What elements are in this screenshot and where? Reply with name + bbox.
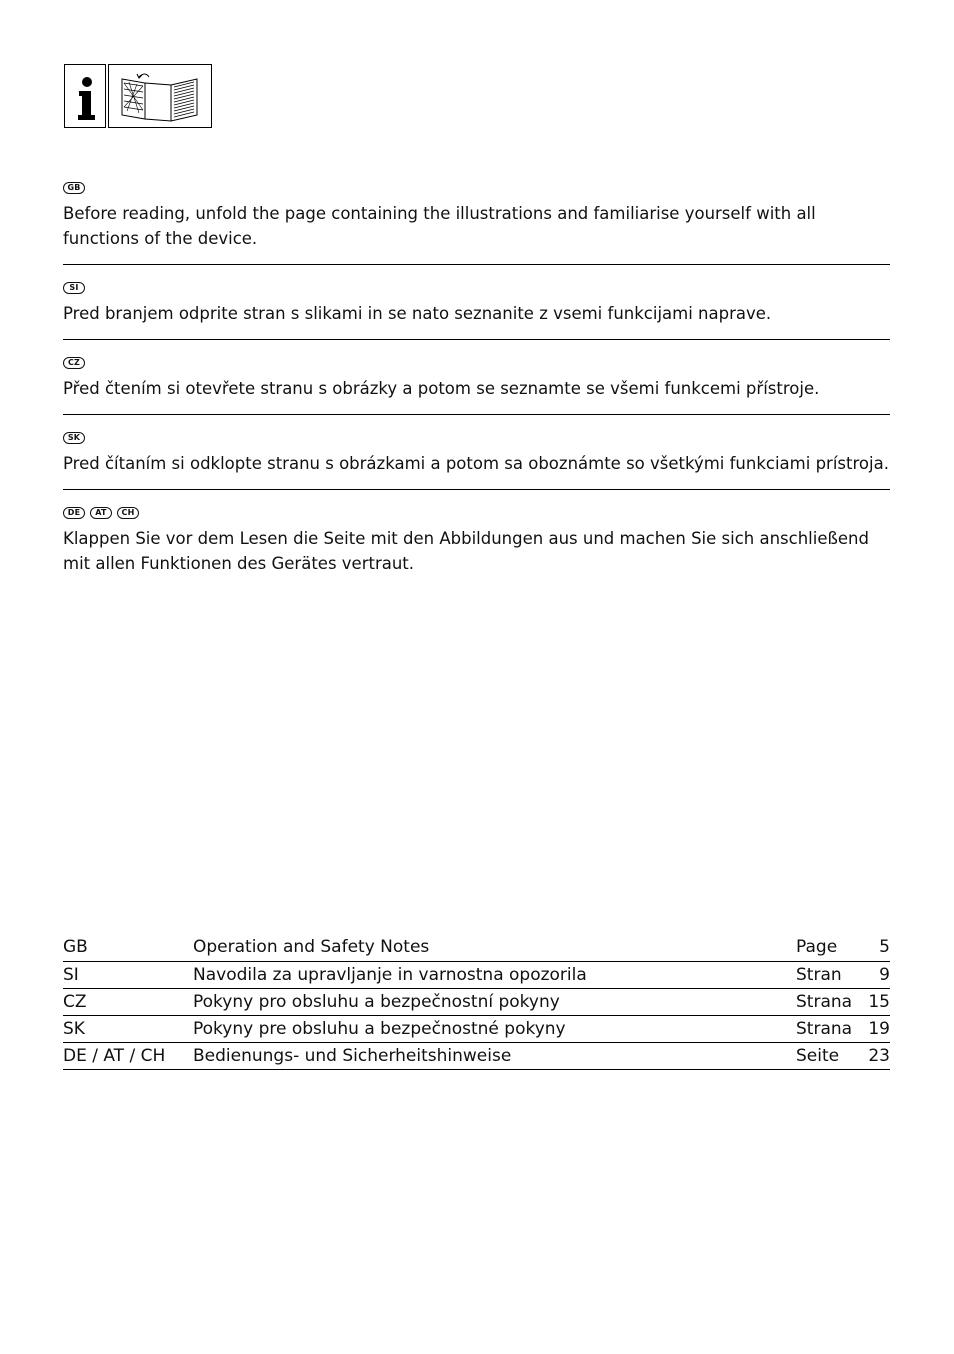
language-badge-de: DE [63,507,85,519]
toc-row-cz[interactable] [63,989,890,1016]
toc-section-title: Pokyny pre obsluhu a bezpečnostné pokyny [193,1019,566,1039]
divider [63,339,890,340]
toc-language-code: GB [63,937,88,957]
notice-text: Před čtením si otevřete stranu s obrázky a potom se seznamte se všemi funkcemi přístroje. [63,379,820,398]
language-badges [63,355,890,371]
notice-gb [63,180,890,251]
language-badge-cz: CZ [63,357,85,369]
toc-page-label: Page [796,937,838,957]
toc-page-label: Seite [796,1046,840,1066]
language-badges [63,430,890,446]
notice-de-at-ch [63,505,890,576]
header-pictograms [64,64,212,130]
toc-page-number: 19 [868,1019,890,1039]
toc-language-code: DE / AT / CH [63,1046,166,1066]
info-icon [64,64,106,128]
toc-section-title: Navodila za upravljanje in varnostna opozorila [193,965,587,985]
toc-row-si[interactable] [63,962,890,989]
notice-text: Pred branjem odprite stran s slikami in se nato seznanite z vsemi funkcijami naprave. [63,304,772,323]
notice-text: Before reading, unfold the page containing the illustrations and familiarise yourself with all functions of the device. [63,204,816,248]
notice-text: Pred čítaním si odklopte stranu s obrázkami a potom sa oboznámte so všetkými funkciami prístroja. [63,454,889,473]
language-badges [63,505,890,521]
language-badge-ch: CH [117,507,139,519]
toc-page-label: Strana [796,992,853,1012]
toc-row-sk[interactable] [63,1016,890,1043]
toc-section-title: Operation and Safety Notes [193,937,430,957]
toc-section-title: Bedienungs- und Sicherheitshinweise [193,1046,512,1066]
toc-language-code: SI [63,965,79,985]
toc-page-label: Stran [796,965,842,985]
language-badge-si: SI [63,282,85,294]
notice-sk [63,430,890,476]
toc-page-number: 23 [868,1046,890,1066]
toc-row-de-at-ch[interactable] [63,1043,890,1070]
language-badges [63,280,890,296]
notice-cz [63,355,890,401]
toc-section-title: Pokyny pro obsluhu a bezpečnostní pokyny [193,992,560,1012]
language-badges [63,180,890,196]
divider [63,489,890,490]
language-badge-at: AT [90,507,112,519]
divider [63,414,890,415]
toc-page-number: 15 [868,992,890,1012]
toc-language-code: SK [63,1019,85,1039]
language-badge-gb: GB [63,182,85,194]
notice-text: Klappen Sie vor dem Lesen die Seite mit den Abbildungen aus und machen Sie sich anschließend mit allen Funktionen des Gerätes vertraut. [63,529,869,573]
toc-page-label: Strana [796,1019,853,1039]
toc-row-gb[interactable] [63,933,890,962]
unfold-book-icon [108,64,212,128]
toc-page-number: 9 [879,965,890,985]
notice-si [63,280,890,326]
divider [63,264,890,265]
table-of-contents [63,933,890,1070]
language-badge-sk: SK [63,432,85,444]
toc-page-number: 5 [879,937,890,957]
toc-language-code: CZ [63,992,87,1012]
